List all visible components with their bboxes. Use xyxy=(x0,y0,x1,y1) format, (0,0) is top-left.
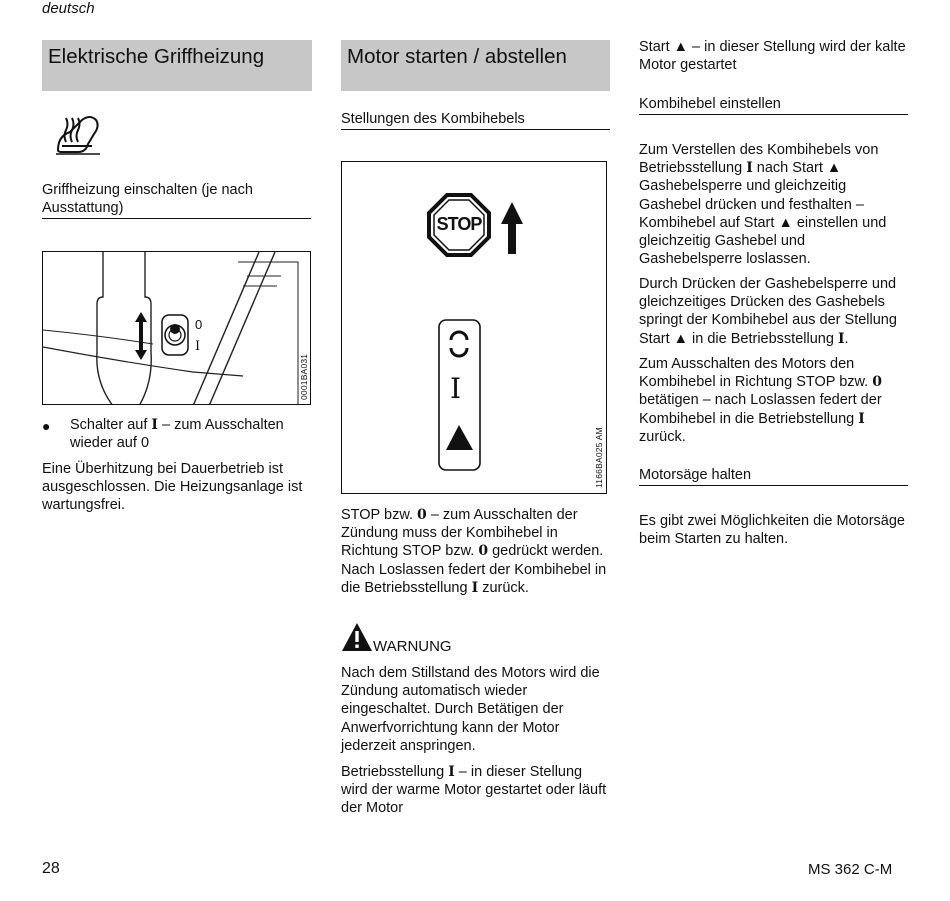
language-label: deutsch xyxy=(42,0,95,17)
page-number: 28 xyxy=(42,860,60,877)
section-heading-griffheizung xyxy=(42,40,312,91)
model-label: MS 362 C-M xyxy=(808,861,893,878)
paragraph-ausschalten: Zum Ausschalten des Motors den Kombihebel in Richtung STOP bzw. 0 betätigen – nach Loslassen federt der Kombihebel in die Betriebstellung I zurück. xyxy=(639,356,882,445)
subheading-text: Stellungen des Kombihebels xyxy=(341,111,525,127)
warning-triangle-icon xyxy=(341,622,373,652)
warning-label: WARNUNG xyxy=(373,638,452,655)
subheading-griffheizung-einschalten xyxy=(42,181,311,219)
section-heading-motor-starten xyxy=(341,40,610,91)
switch-label-one: I xyxy=(195,339,201,354)
arrow-up-icon xyxy=(501,202,523,254)
subheading-text: Kombihebel einstellen xyxy=(639,96,781,112)
paragraph-verstellen: Zum Verstellen des Kombihebels von Betriebsstellung I nach Start ▲ Gashebelsperre und gleichzeitig Gashebel drücken und festhalten – Kombihebel auf Start ▲ einstellen und gleichzeitig Gashebel und Gashebelsperre loslassen. xyxy=(639,142,887,268)
heading-text: Elektrische Griffheizung xyxy=(48,45,265,68)
figure-code: 1166BA025 AM xyxy=(594,427,604,488)
paragraph-betriebsstellung: Betriebsstellung I – in dieser Stellung wird der warme Motor gestartet oder läuft der Motor xyxy=(341,764,607,817)
up-down-arrow-icon xyxy=(135,312,147,360)
bullet-icon: ● xyxy=(42,418,51,434)
bullet-text: Schalter auf I – zum Ausschalten wieder auf 0 xyxy=(70,417,284,452)
switch-illustration xyxy=(43,252,311,405)
kombihebel-figure xyxy=(341,161,607,494)
paragraph-halten: Es gibt zwei Möglichkeiten die Motorsäge beim Starten zu halten. xyxy=(639,513,905,548)
stop-sign-text: STOP xyxy=(436,214,482,234)
subheading-kombihebel-einstellen xyxy=(639,95,908,115)
paragraph-stop: STOP bzw. 0 – zum Ausschalten der Zündung muss der Kombihebel in Richtung STOP bzw. 0 gedrückt werden. Nach Loslassen federt der Kombihebel in die Betriebsstellung I zurück. xyxy=(341,507,607,596)
paragraph-ueberhitzung: Eine Überhitzung bei Dauerbetrieb ist ausgeschlossen. Die Heizungsanlage ist wartungsfrei. xyxy=(42,461,303,514)
toggle-switch-icon xyxy=(162,315,188,355)
paragraph-start: Start ▲ – in dieser Stellung wird der kalte Motor gestartet xyxy=(639,39,906,74)
figure-code: 0001BA031 xyxy=(299,353,309,400)
position-one-symbol: I xyxy=(450,372,462,405)
switch-figure xyxy=(42,251,311,405)
subheading-text: Griffheizung einschalten (je nach Ausstattung) xyxy=(42,182,253,216)
paragraph-gashebelsperre: Durch Drücken der Gashebelsperre und gleichzeitiges Drücken des Gashebels springt der Kombihebel aus der Stellung Start ▲ in die Betriebsstellung I. xyxy=(639,276,897,347)
heading-text: Motor starten / abstellen xyxy=(347,45,567,68)
subheading-motorsaege-halten xyxy=(639,466,908,486)
subheading-text: Motorsäge halten xyxy=(639,467,752,483)
kombihebel-illustration xyxy=(342,162,607,494)
paragraph-stillstand: Nach dem Stillstand des Motors wird die Zündung automatisch wieder eingeschaltet. Durch Betätigen der Anwerfvorrichtung kann der Motor jederzeit anspringen. xyxy=(341,665,600,754)
heated-handle-icon xyxy=(52,106,104,158)
subheading-stellungen xyxy=(341,110,610,130)
switch-label-zero: 0 xyxy=(195,317,203,332)
